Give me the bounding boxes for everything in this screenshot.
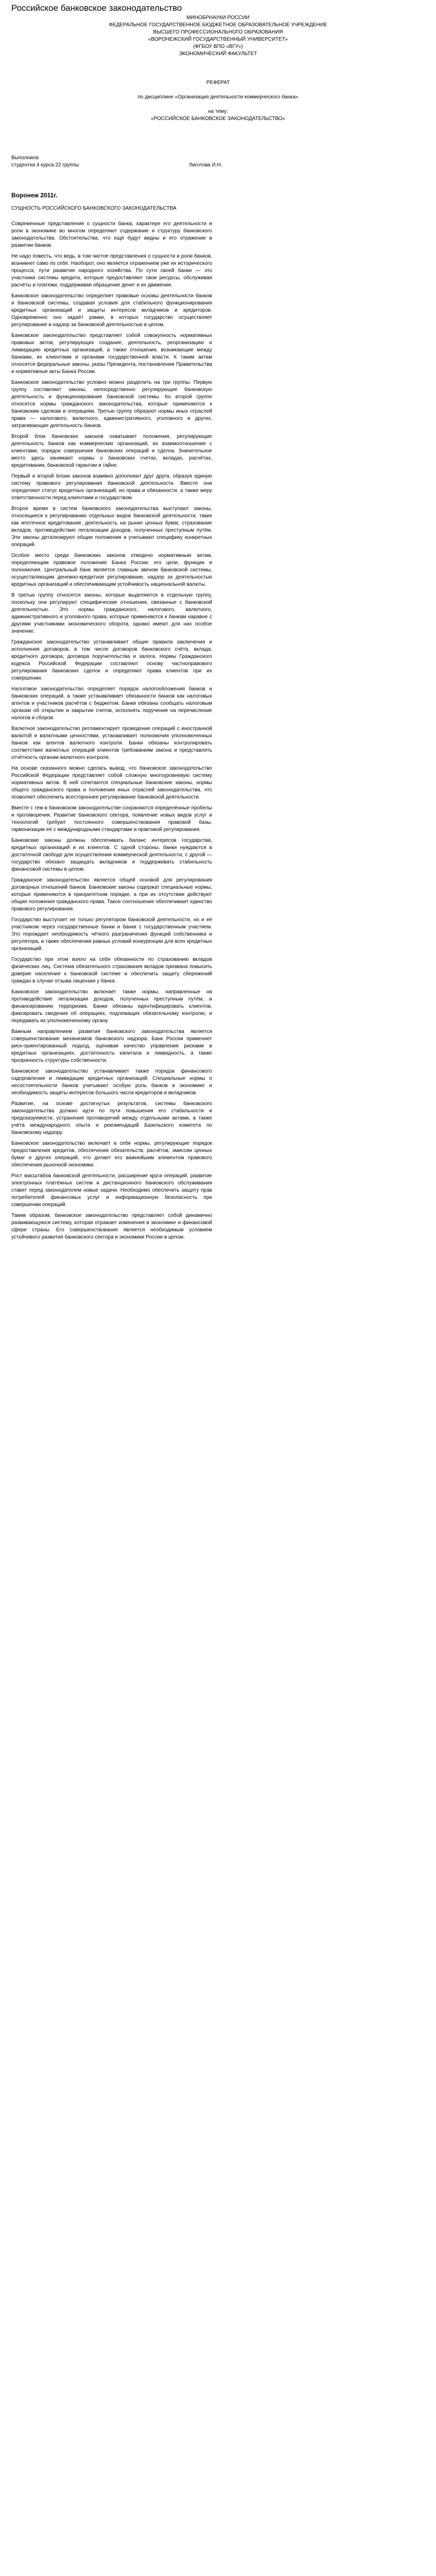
essay-paragraph: Современные представления о сущности банка, характере его деятельности и роли в экономике во многом определяют содержание и структуру банковского законодательства. Обстоятельства, что ещё будут видны и его отражение в развитии банков.: [11, 221, 212, 248]
essay-paragraphs: [11, 221, 212, 1241]
topic: «РОССИЙСКОЕ БАНКОВСКОЕ ЗАКОНОДАТЕЛЬСТВО»: [151, 116, 285, 122]
institution-line-1: ФЕДЕРАЛЬНОЕ ГОСУДАРСТВЕННОЕ БЮДЖЕТНОЕ ОБРАЗОВАТЕЛЬНОЕ УЧРЕЖДЕНИЕ: [109, 22, 327, 28]
essay-paragraph: Второй блок банковских законов охватывает положения, регулирующие деятельность банков как коммерческих организаций, их взаимоотношения с клиентами, порядок совершения банковских операций и сделок. Значительное место здесь занимают нормы о банковских счетах, вкладах, расчётах, кредитовании, банковской гарантии и тайне.: [11, 434, 212, 468]
essay-paragraph: Гражданское законодательство является общей основой для регулирования договорных отношений банков. Банковские законы содержат специальные нормы, которые применяются в приоритетном порядке, а при их отсутствии действуют общие положения гражданского права. Такое соотношение обеспечивает единство правового регулирования.: [11, 877, 212, 912]
essay-paragraph: Банковское законодательство включает в себя нормы, регулирующие порядок предоставления кредитов, обеспечения обязательств, расчётов, эмиссии ценных бумаг и других операций, что делает его важнейшим элементом правового обеспечения рыночной экономики.: [11, 1141, 212, 1168]
ministry-line: МИНОБРНАУКИ РОССИИ: [186, 15, 250, 21]
university-name: «ВОРОНЕЖСКИЙ ГОСУДАРСТВЕННЫЙ УНИВЕРСИТЕТ»: [148, 37, 288, 42]
essay-paragraph: Не надо повесть, что ведь, в том чистое представления о сущности и роли банков, возникнет само по себе. Наоборот, оно является отражением уже их исторического процесса, пути развития народного хозяйства. По сути своей банки — это участники системы кредита, которые предоставляют свои ресурсы, обслуживая расчёты и платежи, поддерживая обращение денег и их движение.: [11, 253, 212, 288]
topic-label: на тему:: [208, 109, 228, 114]
essay-paragraph: Банковское законодательство определяет правовые основы деятельности банков и банковской системы, создавая условия для стабильного функционирования кредитных организаций и защиты интересов вкладчиков и кредиторов. Одновременно оно задаёт рамки, в которых государство осуществляет регулирование и надзор за банковской деятельностью в целом.: [11, 293, 212, 328]
essay-paragraph: Таким образом, банковское законодательство представляет собой динамично развивающуюся систему, которая отражает изменения в экономике и финансовой сфере страны. Его совершенствование является необходимым условием устойчивого развития банковского сектора и экономики России в целом.: [11, 1213, 212, 1240]
author-block: [11, 155, 269, 169]
title-page: [0, 14, 436, 123]
discipline: по дисциплине «Организация деятельности коммерческого банка»: [137, 94, 299, 100]
document-title: Российское банковское законодательство: [11, 3, 182, 13]
city-year: Воронеж 2011г.: [11, 192, 58, 199]
essay-paragraph: Развитие, на основе достигнутых результатов, системы банковского законодательства должно идти по пути повышения его стабильности и предсказуемости, устранения противоречий между отдельными актами, а также учёта международного опыта и рекомендаций Базельского комитета по банковскому надзору.: [11, 1101, 212, 1136]
essay-paragraph: Государство выступает не только регулятором банковской деятельности, но и её участником через государственные банки и банки с государственным участием. Это порождает необходимость чёткого разграничения функций собственника и регулятора, а также обеспечения равных условий конкуренции для всех кредитных организаций.: [11, 917, 212, 952]
essay-paragraph: Вместе с тем в банковском законодательстве сохраняются определённые пробелы и противоречия. Развитие банковского сектора, появление новых видов услуг и технологий требуют постоянного совершенствования правовой базы, гармонизации её с международными стандартами и практикой регулирования.: [11, 805, 212, 833]
essay-paragraph: Валютное законодательство регламентирует проведение операций с иностранной валютой и валютными ценностями, устанавливает полномочия уполномоченных банков как агентов валютного контроля. Банки обязаны контролировать соответствие валютных операций клиентов требованиям закона и представлять отчётность органам валютного контроля.: [11, 726, 212, 760]
essay-paragraph: Рост масштабов банковской деятельности, расширение круга операций, развитие электронных платёжных систем и дистанционного банковского обслуживания ставят перед законодателем новые задачи. Необходимо обеспечить защиту прав потребителей финансовых услуг и информационную безопасность при совершении операций.: [11, 1173, 212, 1208]
institution-line-2: ВЫСШЕГО ПРОФЕССИОНАЛЬНОГО ОБРАЗОВАНИЯ: [153, 29, 283, 35]
essay-paragraph: На основе сказанного можно сделать вывод, что банковское законодательство Российской Федерации представляет собой сложную многоуровневую систему нормативных актов. В ней сочетаются специальные банковские законы, нормы общего гражданского права и положения иных отраслей законодательства, что позволяет обеспечить всестороннее регулирование банковской деятельности.: [11, 766, 212, 800]
essay-paragraph: Банковское законодательство представляет собой совокупность нормативных правовых актов, регулирующих создание, деятельность, реорганизацию и ликвидацию кредитных организаций, а также отношения, возникающие между банками, их клиентами и органами государственной власти. К таким актам относятся федеральные законы, указы Президента, постановления Правительства и нормативные акты Банка России.: [11, 333, 212, 375]
essay-paragraph: Гражданское законодательство устанавливает общие правила заключения и исполнения договоров, в том числе договоров банковского счёта, вклада, кредитного договора, договора поручительства и залога. Нормы Гражданского кодекса Российской Федерации составляют основу частноправового регулирования банковских сделок и определяют права клиентов при их совершении.: [11, 639, 212, 681]
essay-paragraph: Важным направлением развития банковского законодательства является совершенствование механизмов банковского надзора. Банк России применяет риск-ориентированный подход, оценивая качество управления рисками в кредитных организациях, достаточность капитала и ликвидность, а также прозрачность структуры собственности.: [11, 1029, 212, 1063]
essay-paragraph: Банковское законодательство условно можно разделить на три группы. Первую группу составляют законы, непосредственно регулирующие банковскую деятельность и функционирование банковской системы. Ко второй группе относятся нормы гражданского законодательства, которые применяются к банковским сделкам и операциям. Третью группу образуют нормы иных отраслей права — налогового, валютного, административного, уголовного и других, затрагивающие деятельность банков.: [11, 380, 212, 429]
essay-heading: СУЩНОСТЬ РОССИЙСКОГО БАНКОВСКОГО ЗАКОНОДАТЕЛЬСТВА: [11, 206, 177, 211]
essay-paragraph: Второе время в систем банковского законодательства выступают законы, относящиеся к регулированию отдельных видов банковской деятельности, таких как ипотечное кредитование, деятельность на рынке ценных бумаг, страхование вкладов, противодействие легализации доходов, полученных преступным путём. Эти законы детализируют общие положения и учитывают специфику конкретных операций.: [11, 506, 212, 548]
essay-body: [11, 192, 212, 1245]
author-label: Выполнила: [11, 155, 39, 161]
essay-paragraph: Государство при этом взяло на себя обязанности по страхованию вкладов физических лиц. Система обязательного страхования вкладов призвана повысить доверие населения к банковской системе и обеспечить защиту сбережений граждан в случае отзыва лицензии у банка.: [11, 957, 212, 984]
author-name: Лиготова И.Н.: [189, 162, 222, 168]
faculty-name: ЭКОНОМИЧЕСКИЙ ФАКУЛЬТЕТ: [179, 51, 257, 57]
work-type: РЕФЕРАТ: [206, 80, 230, 86]
essay-paragraph: Банковское законодательство включает также нормы, направленные на противодействие легализации доходов, полученных преступным путём, и финансированию терроризма. Банки обязаны идентифицировать клиентов, фиксировать сведения об операциях, подлежащих обязательному контролю, и передавать их уполномоченному органу.: [11, 989, 212, 1024]
essay-paragraph: Первый и второй блоки законов взаимно дополняют друг друга, образуя единую систему правового регулирования банковской деятельности. Вместе они определяют статус кредитных организаций, их права и обязанности, а также меру ответственности перед клиентами и государством.: [11, 473, 212, 501]
author-student: студентка 4 курса 22 группы: [11, 162, 79, 168]
essay-paragraph: Особое место среди банковских законов отведено нормативным актам, определяющим правовое положение Банка России, его цели, функции и полномочия. Центральный банк является главным звеном банковской системы, осуществляющим денежно-кредитное регулирование, надзор за деятельностью кредитных организаций и обеспечивающим устойчивость национальной валюты.: [11, 553, 212, 587]
university-abbr: (ФГБОУ ВПО «ВГУ»): [193, 44, 243, 49]
essay-paragraph: Налоговое законодательство определяет порядок налогообложения банков и банковских операций, а также устанавливает обязанности банков как налоговых агентов и участников расчётов с бюджетом. Банки обязаны сообщать налоговым органам об открытии и закрытии счетов, исполнять поручения на перечисление налогов и сборов.: [11, 686, 212, 721]
essay-paragraph: Банковское законодательство устанавливает также порядок финансового оздоровления и ликвидации кредитных организаций. Специальные нормы о несостоятельности банков учитывают особую роль банков в экономике и необходимость защиты интересов большого числа кредиторов и вкладчиков.: [11, 1069, 212, 1096]
essay-paragraph: В третью группу относятся законы, которые выделяются в отдельную группу, поскольку они регулируют специфические отношения, связанные с банковской деятельностью. Это нормы гражданского, налогового, валютного, административного и уголовного права, которые применяются к банкам наравне с другими участниками экономического оборота, однако имеют для них особое значение.: [11, 592, 212, 634]
essay-paragraph: Банковские законы должны обеспечивать баланс интересов государства, кредитных организаций и их клиентов. С одной стороны, банки нуждаются в достаточной свободе для осуществления коммерческой деятельности, с другой — государство обязано защищать вкладчиков и поддерживать стабильность финансовой системы в целом.: [11, 838, 212, 872]
